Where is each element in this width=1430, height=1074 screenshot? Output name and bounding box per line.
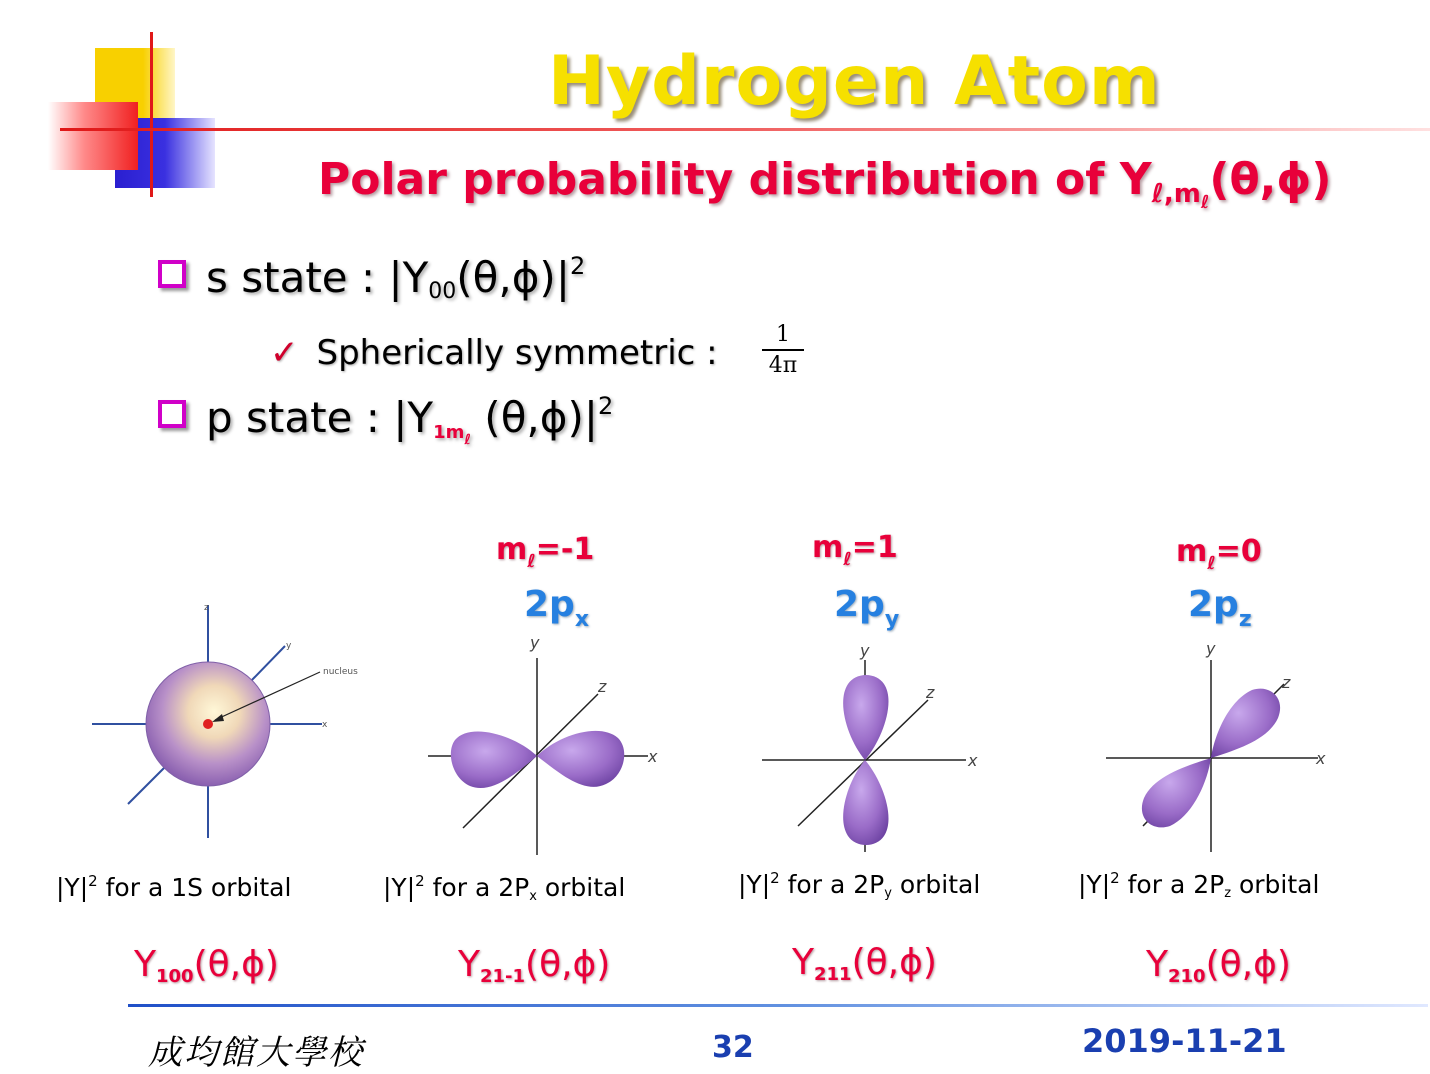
svg-text:y: y bbox=[1206, 639, 1216, 658]
ml-label-2py: $m_\ell=1$ bbox=[812, 530, 898, 570]
nucleus-dot bbox=[203, 719, 213, 729]
svg-text:x: x bbox=[648, 747, 658, 766]
caption-2py: $|Y|^2$ for a $2P_y$ orbital bbox=[738, 869, 981, 901]
yfun-21-1: $Y_{21-1}(\theta,\phi)$ bbox=[458, 944, 611, 987]
red-square bbox=[48, 102, 138, 170]
yfun-100: $Y_{100}(\theta,\phi)$ bbox=[134, 944, 279, 987]
spherical-note: ✓ Spherically symmetric : bbox=[270, 333, 718, 373]
slide-subtitle: Polar probability distribution of $Y_{\ell,m_\ell}(\theta,\phi)$ bbox=[318, 154, 1332, 213]
svg-text:y: y bbox=[530, 633, 540, 652]
checkmark-icon: ✓ bbox=[270, 333, 299, 373]
svg-text:x: x bbox=[968, 751, 978, 770]
svg-text:y: y bbox=[286, 641, 292, 651]
2px-lobe-left bbox=[451, 731, 537, 788]
2pz-lobe-upper bbox=[1211, 689, 1280, 758]
ml-label-2pz: $m_\ell=0$ bbox=[1176, 534, 1262, 574]
2py-lobe-top bbox=[843, 675, 888, 760]
footer-date: 2019-11-21 bbox=[1082, 1022, 1287, 1060]
caption-1s: $|Y|^2$ for a 1S orbital bbox=[56, 872, 292, 902]
svg-text:z: z bbox=[204, 603, 209, 613]
p-state-bullet: p state : $|Y_{1m_\ell}$ $(\theta,\phi)|^2$ bbox=[158, 392, 613, 448]
nucleus-label: nucleus bbox=[323, 667, 358, 677]
svg-text:y: y bbox=[860, 641, 870, 660]
footer-page-number: 32 bbox=[712, 1030, 754, 1065]
footer-school-name: 成均館大學校 bbox=[148, 1033, 364, 1073]
one-over-four-pi: $\frac{1}{4\pi}$ bbox=[762, 322, 804, 378]
title-rule bbox=[60, 128, 1430, 131]
slide-title: Hydrogen Atom bbox=[548, 42, 1161, 121]
orbital-name-2pz: $2p_z$ bbox=[1188, 584, 1252, 632]
2py-orbital-diagram bbox=[762, 641, 978, 852]
svg-text:z: z bbox=[926, 683, 935, 702]
bullet-box-icon bbox=[158, 400, 186, 428]
orbital-name-2py: $2p_y$ bbox=[834, 584, 900, 632]
yfun-210: $Y_{210}(\theta,\phi)$ bbox=[1146, 944, 1291, 987]
1s-orbital-diagram bbox=[92, 603, 358, 838]
2pz-lobe-lower bbox=[1142, 758, 1211, 827]
caption-2px: $|Y|^2$ for a $2P_x$ orbital bbox=[383, 872, 626, 904]
svg-text:x: x bbox=[1316, 749, 1326, 768]
yfun-211: $Y_{211}(\theta,\phi)$ bbox=[792, 942, 937, 985]
svg-text:z: z bbox=[1282, 673, 1291, 692]
s-state-bullet: s state : $|Y_{00}(\theta,\phi)|^2$ bbox=[158, 252, 585, 304]
2px-orbital-diagram bbox=[428, 633, 658, 855]
corner-decoration bbox=[40, 30, 240, 205]
caption-2pz: $|Y|^2$ for a $2P_z$ orbital bbox=[1078, 869, 1320, 901]
orbital-name-2px: $2p_x$ bbox=[524, 584, 590, 632]
svg-text:x: x bbox=[322, 720, 328, 730]
2px-lobe-right bbox=[537, 731, 624, 787]
vertical-red-line bbox=[150, 32, 153, 197]
ml-label-2px: $m_\ell=-1$ bbox=[496, 532, 595, 572]
2py-lobe-bottom bbox=[843, 760, 888, 845]
footer-rule bbox=[128, 1004, 1428, 1007]
bullet-box-icon bbox=[158, 260, 186, 288]
svg-text:z: z bbox=[598, 677, 607, 696]
2pz-orbital-diagram bbox=[1106, 639, 1326, 852]
orbital-diagrams bbox=[0, 590, 1430, 870]
